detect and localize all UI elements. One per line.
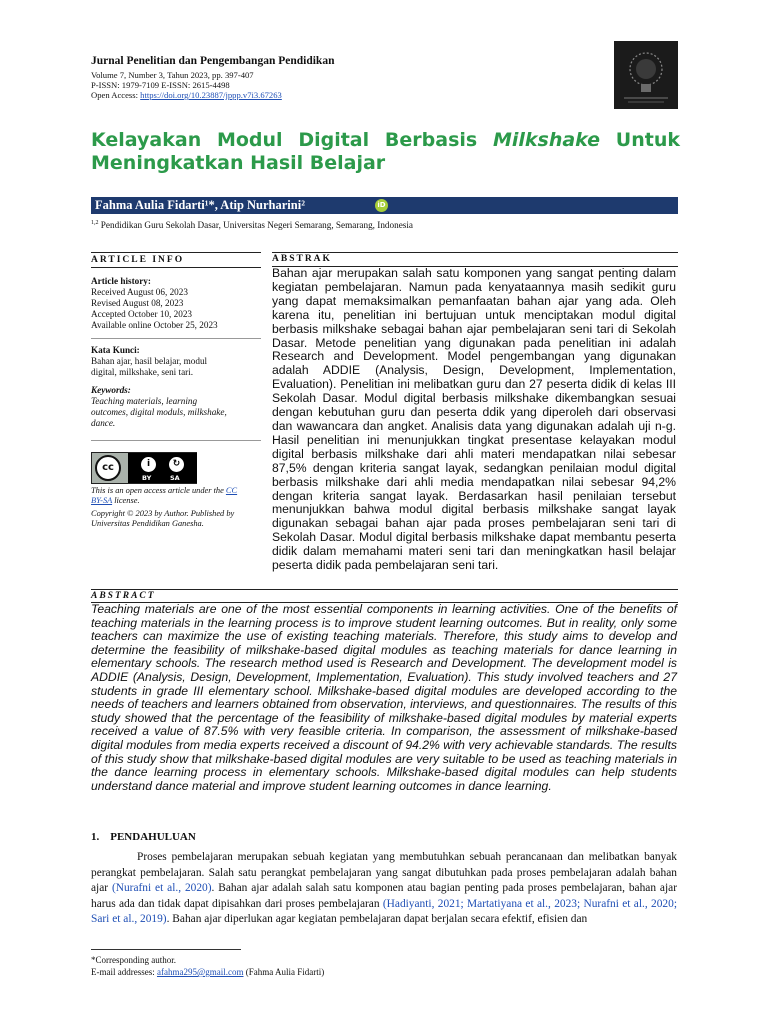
abstract-text: Teaching materials are one of the most essential components in learning activities. One of the benefits of teaching materials in the learning process is to improve student learning outcomes. But in reality, only some teachers can maximize the use of existing teaching materials. Therefore, this study aims to develop and determine the feasibility of milkshake-based digital modules as teaching materials for dance learning in elementary schools. The research method used is Research and Development. The development model is ADDIE (Analysis, Design, Development, Implementation, Evaluation). This study involved teachers and 27 students in grade III elementary school. Milkshake-based digital modules are developed according to the needs of teachers and learners obtained from observation, interviews, and questionnaires. The results of this study showed that the percentage of the feasibility of milkshake-based digital modules by material experts received a value of 87.5% with very feasible criteria. In comparison, the assessment of milkshake-based digital modules from media experts received a discount of 94.2% with very achievable standards. The results of this study show that milkshake-based digital modules are very suitable to be used as teaching materials in the dance learning process in elementary schools. Milkshake-based digital modules can help students understand dance material and improve student learning outcomes in dance learning.: [91, 602, 678, 793]
footnote-divider: [91, 949, 241, 950]
article-title-line-1: [91, 129, 680, 152]
cc-icon: cc: [95, 455, 121, 481]
section-heading: 1. PENDAHULUAN: [91, 831, 196, 843]
divider: [91, 338, 261, 339]
article-history: [91, 276, 261, 331]
cc-by-sa-badge[interactable]: [91, 452, 197, 484]
divider: [91, 440, 261, 441]
kata-kunci-text: Bahan ajar, hasil belajar, modul: [91, 356, 208, 366]
oa-text: license.: [112, 496, 140, 505]
email-name: (Fahma Aulia Fidarti): [243, 967, 325, 977]
journal-title: Jurnal Penelitian dan Pengembangan Pendidikan: [91, 55, 335, 67]
volume-line: Volume 7, Number 3, Tahun 2023, pp. 397-407: [91, 70, 254, 80]
affiliation: [91, 220, 413, 230]
copyright-text: Universitas Pendidikan Ganesha.: [91, 519, 204, 528]
email-link[interactable]: afahma295@gmail.com: [156, 967, 244, 977]
article-info-heading: ARTICLE INFO: [91, 255, 185, 265]
open-access-notice: [91, 486, 266, 506]
affiliation-text: Pendidikan Guru Sekolah Dasar, Universitas Negeri Semarang, Semarang, Indonesia: [100, 220, 413, 231]
license-link[interactable]: BY-SA: [91, 496, 113, 505]
divider: [91, 252, 261, 253]
keywords-text: Teaching materials, learning: [91, 396, 198, 406]
email-line: [91, 967, 324, 978]
orcid-icon[interactable]: iD: [375, 199, 388, 212]
citation-link[interactable]: (Hadiyanti, 2021; Martatiyana et al., 2023; Nurafni et al., 2020; Sari et al., 2019): [91, 897, 677, 925]
license-labels: [128, 474, 197, 483]
affiliation-marker: 1,2: [91, 220, 99, 226]
lightbulb-icon: [614, 41, 678, 109]
sa-label: SA: [170, 474, 180, 482]
revised-date: Revised August 08, 2023: [91, 298, 184, 308]
title-word-italic: Milkshake: [492, 129, 601, 151]
abstrak-heading: ABSTRAK: [272, 254, 332, 264]
title-word: Berbasis: [384, 129, 478, 151]
sa-icon: ↻: [168, 456, 185, 473]
kata-kunci-label: Kata Kunci:: [91, 345, 140, 355]
copyright-text: Copyright © 2023 by Author. Published by: [91, 509, 235, 518]
kata-kunci: [91, 345, 261, 378]
citation-link[interactable]: (Nurafni et al., 2020): [111, 882, 212, 894]
author-names: Fahma Aulia Fidarti¹*, Atip Nurharini²: [95, 198, 305, 212]
keywords-text: outcomes, digital moduls, milkshake,: [91, 407, 227, 417]
article-title-line-2: Meningkatkan Hasil Belajar: [91, 152, 386, 174]
title-word: Kelayakan: [91, 129, 202, 151]
open-access-label: Open Access:: [91, 90, 139, 100]
by-icon: i: [140, 456, 157, 473]
title-word: Modul: [216, 129, 283, 151]
corresponding-author: *Corresponding author.: [91, 955, 176, 965]
body-text: . Bahan ajar adalah salah satu komponen atau bagian penting pada proses pembelajaran, bahan ajar harus ada dan tidak dapat dipisahkan dari proses pembelajaran: [91, 882, 677, 910]
divider: [272, 252, 678, 253]
title-word: Digital: [298, 129, 370, 151]
received-date: Received August 06, 2023: [91, 287, 188, 297]
journal-cover-image: [614, 41, 678, 109]
issn-line: P-ISSN: 1979-7109 E-ISSN: 2615-4498: [91, 80, 230, 90]
history-label: Article history:: [91, 276, 151, 286]
kata-kunci-text: digital, milkshake, seni tari.: [91, 367, 194, 377]
keywords-text: dance.: [91, 418, 116, 428]
title-word: Untuk: [615, 129, 680, 151]
keywords-label: Keywords:: [91, 385, 131, 395]
email-label: E-mail addresses:: [91, 967, 157, 977]
doi-link[interactable]: https://doi.org/10.23887/jppp.v7i3.67263: [140, 90, 282, 100]
oa-text: This is an open access article under the: [91, 486, 226, 495]
intro-paragraph: [91, 850, 677, 928]
divider: [91, 589, 678, 590]
online-date: Available online October 25, 2023: [91, 320, 218, 330]
divider: [91, 267, 261, 268]
abstrak-text: Bahan ajar merupakan salah satu komponen yang sangat penting dalam kegiatan pembelajaran. Namun pada kenyataannya masih sedikit guru yang dapat memaksimalkan pemanfaatan bahan ajar yang ada. Oleh karena itu, penelitian ini bertujuan untuk menciptakan modul digital berbasis milkshake sebagai bahan ajar pembelajaran seni tari di Sekolah Dasar. Metode penelitian yang digunakan pada penelitian ini adalah Research and Development. Model pengembangan yang digunakan adalah ADDIE (Analysis, Design, Development, Implementation, Evaluation). Penelitian ini melibatkan guru dan 27 peserta didik di kelas III Sekolah Dasar. Modul digital berbasis milkshake dikembangkan sesuai dengan kebutuhan guru dan peserta ddik yang diperoleh dari observasi dan wawancara dan angket. Analisis data yang digunakan adalah uji n-g. Hasil penelitian ini menunjukkan tingkat presentase kelayakan modul digital berbasis milkshake dari ahli materi mendapatkan nilai sebesar 87,5% dengan kriteria sangat layak, sedangkan penilaian modul digital berbasis milkshake dari ahli media mendapatkan nilai sebesar 94,2% dengan kriteria sangat layak. Berdasarkan hasil penilaian tersebut menunjukkan bahwa modul digital berbasis milkshake sangat layak digunakan sebagai bahan ajar pada proses pembelajaran seni tari di Sekolah Dasar. Modul digital berbasis milkshake dapat membantu peserta didik dalam memahami materi seni tari dan meningkatkan hasil belajar peserta didik pada pembelajaran seni tari.: [272, 266, 676, 573]
copyright: [91, 509, 266, 529]
body-text: Proses pembelajaran merupakan sebuah kegiatan yang membutuhkan sebuah perancanaan dan melibatkan banyak perangkat pembelajaran. Salah satu perangkat pembelajaran yang sangat dibutuhkan pada proses pembelajaran adalah bahan ajar: [91, 851, 677, 894]
license-link[interactable]: CC: [225, 486, 238, 495]
open-access-line: [91, 90, 282, 100]
accepted-date: Accepted October 10, 2023: [91, 309, 193, 319]
body-text: . Bahan ajar diperlukan agar kegiatan pembelajaran dapat berjalan secara efektif, efisien dan: [166, 913, 588, 925]
keywords: [91, 385, 261, 429]
by-label: BY: [142, 474, 152, 482]
abstract-heading: ABSTRACT: [91, 591, 156, 601]
